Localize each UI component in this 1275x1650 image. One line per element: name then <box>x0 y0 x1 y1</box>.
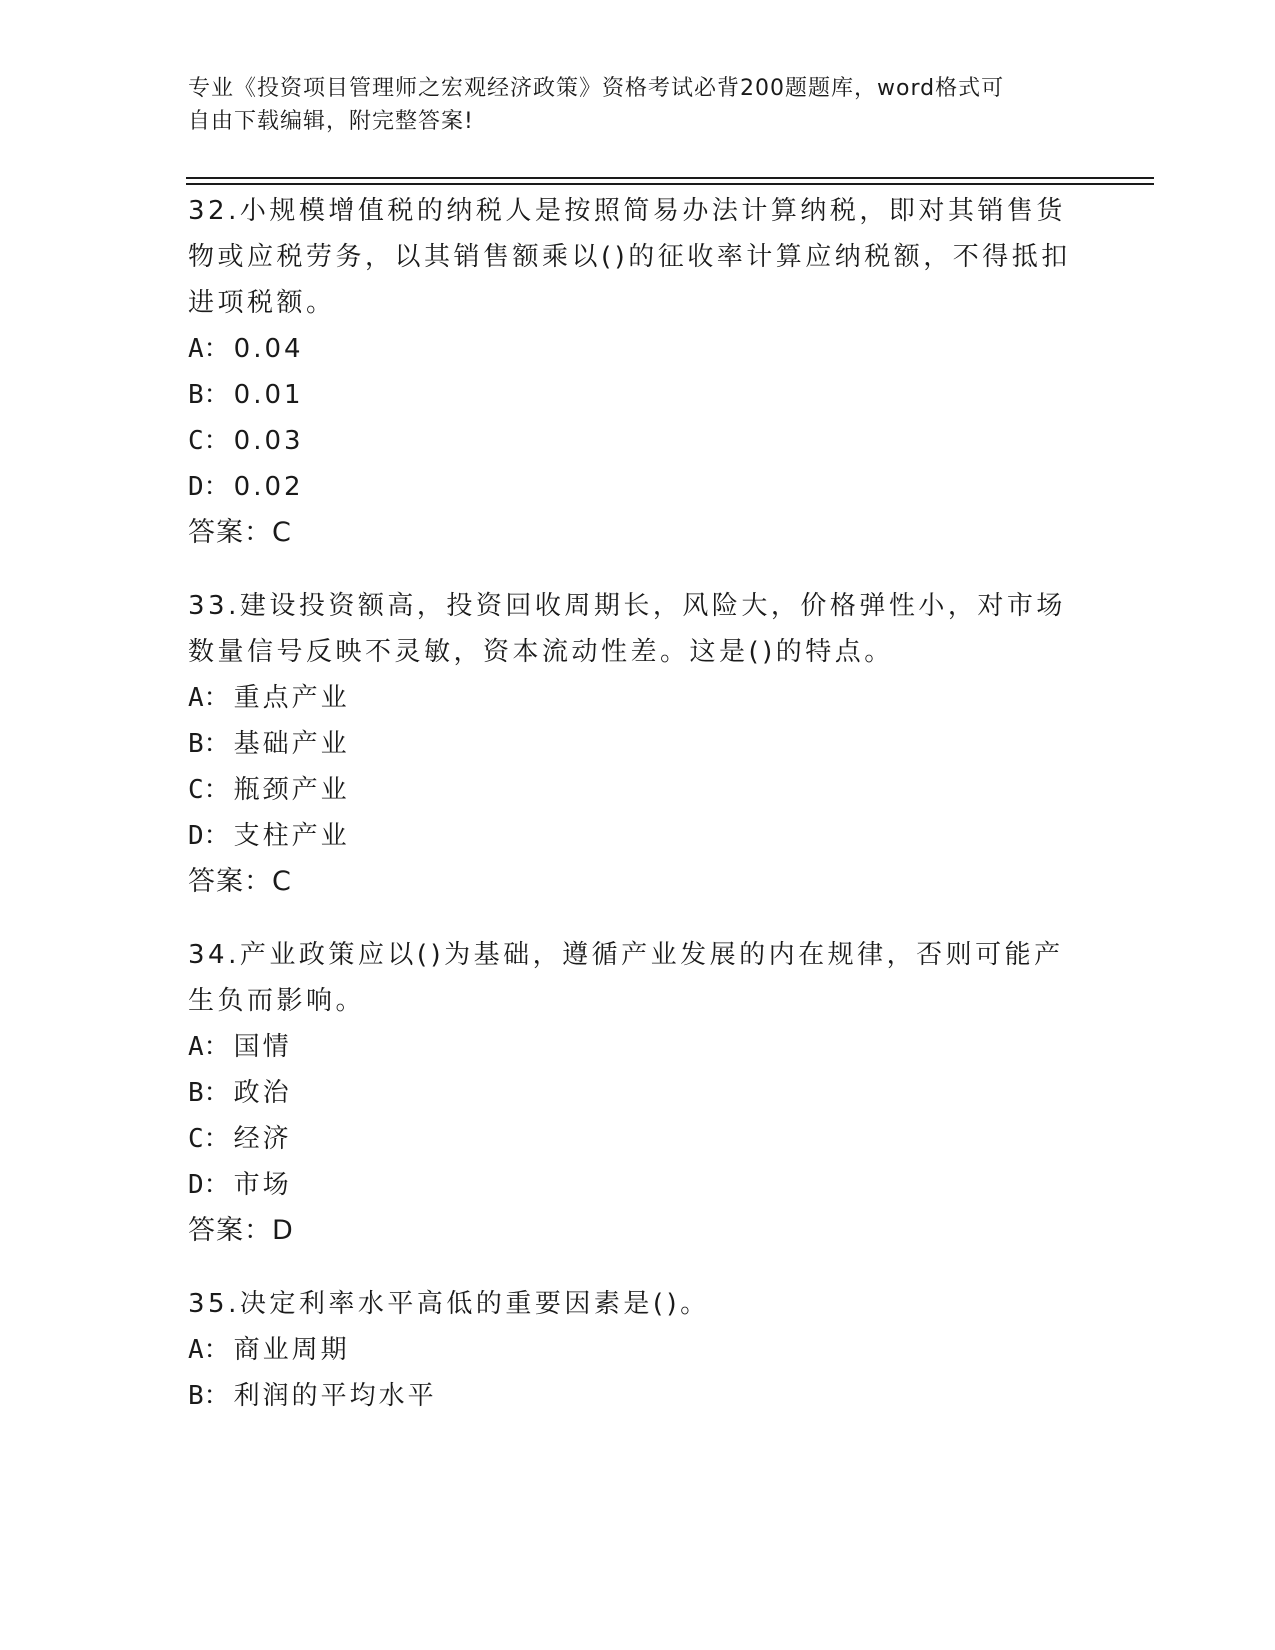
option-text: 0.04 <box>233 334 304 364</box>
question-33 <box>188 583 1088 905</box>
header-line-2: 自由下载编辑，附完整答案! <box>188 109 474 134</box>
option-c <box>188 767 1088 813</box>
header-line-1: 专业《投资项目管理师之宏观经济政策》资格考试必背200题题库，word格式可 <box>188 76 1005 101</box>
option-key: D： <box>188 821 230 851</box>
option-c <box>188 1116 1088 1162</box>
option-text: 0.03 <box>233 426 304 456</box>
question-34 <box>188 932 1088 1254</box>
option-d <box>188 813 1088 859</box>
question-stem: 33.建设投资额高，投资回收周期长，风险大，价格弹性小，对市场数量信号反映不灵敏，资本流动性差。这是()的特点。 <box>188 591 1066 667</box>
question-35 <box>188 1281 1088 1419</box>
option-text: 国情 <box>233 1032 292 1062</box>
question-stem: 32.小规模增值税的纳税人是按照简易办法计算纳税，即对其销售货物或应税劳务，以其销售额乘以()的征收率计算应纳税额，不得抵扣进项税额。 <box>188 196 1071 318</box>
option-text: 基础产业 <box>233 729 350 759</box>
header-rule-top <box>186 177 1154 179</box>
option-text: 市场 <box>233 1170 292 1200</box>
question-stem: 34.产业政策应以()为基础，遵循产业发展的内在规律，否则可能产生负而影响。 <box>188 940 1064 1016</box>
option-text: 瓶颈产业 <box>233 775 350 805</box>
option-d <box>188 464 1088 510</box>
answer-line: 答案：C <box>188 517 292 548</box>
option-key: C： <box>188 426 230 456</box>
option-text: 0.01 <box>233 380 304 410</box>
option-text: 经济 <box>233 1124 292 1154</box>
document-header <box>188 72 1068 138</box>
option-text: 利润的平均水平 <box>233 1381 437 1411</box>
answer-line: 答案：C <box>188 866 292 897</box>
option-key: B： <box>188 1381 230 1411</box>
option-a <box>188 675 1088 721</box>
option-b <box>188 1373 1088 1419</box>
option-text: 支柱产业 <box>233 821 350 851</box>
option-key: A： <box>188 1335 230 1365</box>
answer-line: 答案：D <box>188 1215 294 1246</box>
option-key: B： <box>188 1078 230 1108</box>
option-b <box>188 1070 1088 1116</box>
option-b <box>188 372 1088 418</box>
option-a <box>188 1327 1088 1373</box>
question-32 <box>188 188 1088 556</box>
question-list <box>188 188 1088 1446</box>
option-a <box>188 326 1088 372</box>
option-key: C： <box>188 1124 230 1154</box>
option-key: B： <box>188 380 230 410</box>
option-key: D： <box>188 1170 230 1200</box>
option-text: 政治 <box>233 1078 292 1108</box>
option-c <box>188 418 1088 464</box>
option-b <box>188 721 1088 767</box>
option-key: B： <box>188 729 230 759</box>
question-stem: 35.决定利率水平高低的重要因素是()。 <box>188 1289 710 1319</box>
option-text: 商业周期 <box>233 1335 350 1365</box>
option-text: 0.02 <box>233 472 304 502</box>
option-d <box>188 1162 1088 1208</box>
option-key: D： <box>188 472 230 502</box>
option-key: A： <box>188 334 230 364</box>
option-key: A： <box>188 683 230 713</box>
option-a <box>188 1024 1088 1070</box>
option-key: A： <box>188 1032 230 1062</box>
option-text: 重点产业 <box>233 683 350 713</box>
option-key: C： <box>188 775 230 805</box>
header-rule-bottom <box>186 183 1154 185</box>
